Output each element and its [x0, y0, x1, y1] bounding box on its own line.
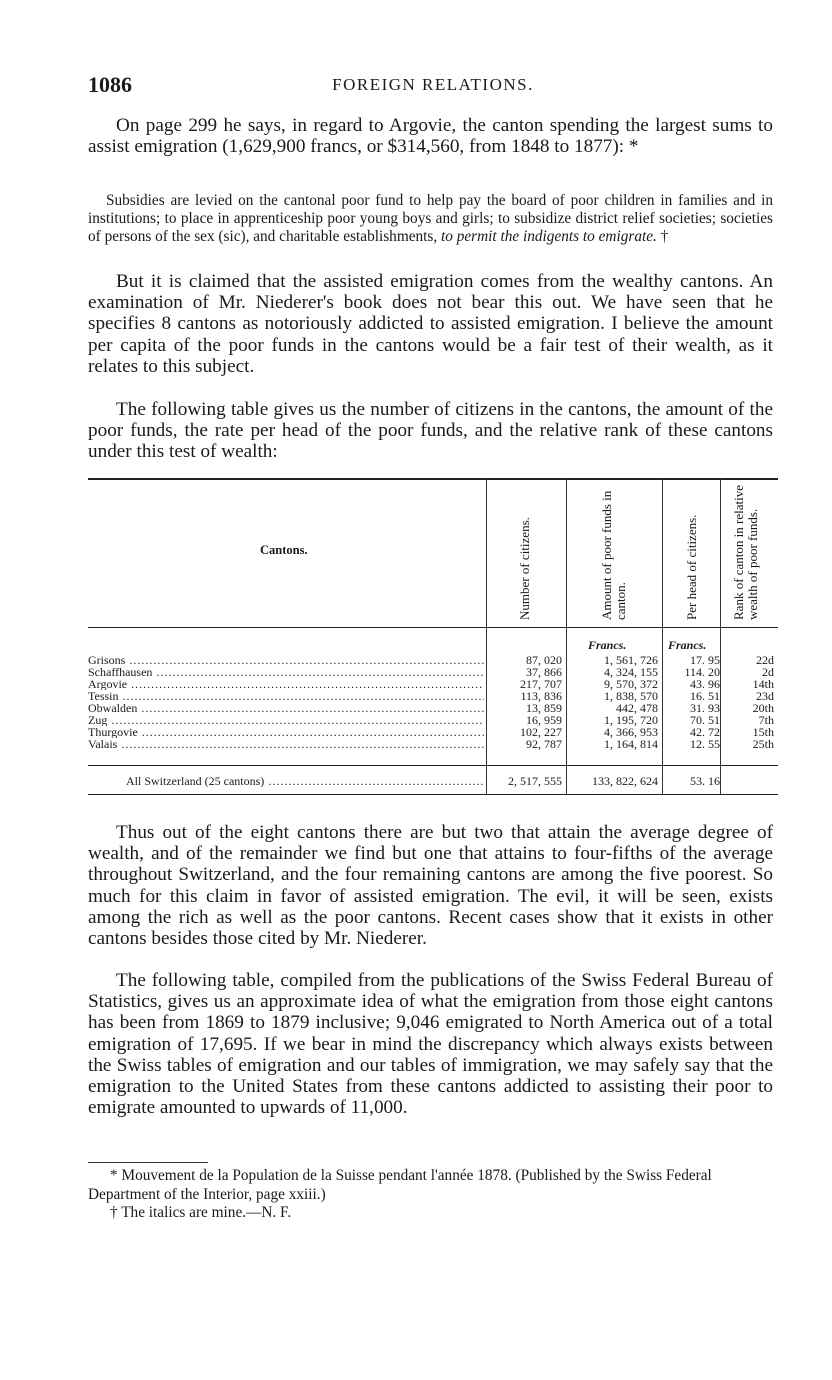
canton-name: Thurgovie ..... — [88, 726, 484, 738]
paragraph-table-intro: The following table gives us the number of citizens in the cantons, the amount of the poor funds, the rate per head of the poor funds, and the relative rank of these cantons under this test of wealth: — [88, 399, 773, 463]
footnotes — [88, 1162, 778, 1223]
canton-name: Valais ..... — [88, 738, 484, 750]
funds-cell: 1, 838, 570 — [604, 689, 658, 703]
citizens-cell: 102, 227 — [520, 725, 562, 739]
funds-cell: 4, 324, 155 — [604, 665, 658, 679]
table-row — [88, 738, 778, 750]
funds-cell: 1, 561, 726 — [604, 653, 658, 667]
quote-italic: to permit the indigents to emigrate. — [441, 228, 657, 245]
unit-francs: Francs. — [588, 638, 627, 652]
rank-cell: 23d — [756, 689, 774, 703]
citizens-cell: 217, 707 — [520, 677, 562, 691]
canton-name: Grisons ..... — [88, 654, 484, 666]
table-row — [88, 678, 778, 690]
per-head-cell: 16. 51 — [690, 689, 720, 703]
table-total-row — [88, 775, 778, 787]
rank-cell: 7th — [758, 713, 774, 727]
rank-cell: 25th — [752, 737, 774, 751]
funds-cell: 1, 195, 720 — [604, 713, 658, 727]
funds-cell: 4, 366, 953 — [604, 725, 658, 739]
per-head-cell: 43. 96 — [690, 677, 720, 691]
header-poor-funds: Amount of poor funds in canton. — [599, 490, 628, 620]
header-citizens: Number of citizens. — [517, 517, 532, 620]
rank-cell: 15th — [752, 725, 774, 739]
unit-francs: Francs. — [668, 638, 707, 652]
per-head-cell: 114. 20 — [684, 665, 720, 679]
total-per-head: 53. 16 — [690, 774, 720, 788]
citizens-cell: 13, 859 — [526, 701, 562, 715]
page-number: 1086 — [88, 72, 132, 97]
citizens-cell: 113, 836 — [520, 689, 562, 703]
rank-cell: 2d — [762, 665, 774, 679]
canton-name: Schaffhausen ..... — [88, 666, 484, 678]
per-head-cell: 12. 55 — [690, 737, 720, 751]
footnote-1: * Mouvement de la Population de la Suisse pendant l'année 1878. (Published by the Swiss Federal Department of the Interior, page xxiii.) — [88, 1167, 712, 1203]
canton-name: Obwalden ..... — [88, 702, 484, 714]
footnote-rule — [88, 1162, 208, 1163]
citizens-cell: 87, 020 — [526, 653, 562, 667]
canton-name: Argovie ..... — [88, 678, 484, 690]
table-row — [88, 690, 778, 702]
funds-cell: 9, 570, 372 — [604, 677, 658, 691]
poor-funds-table — [88, 478, 778, 804]
paragraph-emigration-stats: The following table, compiled from the publications of the Swiss Federal Bureau of Statistics, gives us an approximate idea of what the emigration from those eight cantons has been from 1869 to 1879 inclusive; 9,046 emigrated to North America out of a total emigration of 17,695. If we bear in mind the discrepancy which always exists between the Swiss tables of emigration and our tables of immigration, we may safely say that the emigration to the United States from these cantons addicted to assisting their poor to emigrate amounted to upwards of 11,000. — [88, 970, 773, 1119]
paragraph-wealthy-cantons: But it is claimed that the assisted emigration comes from the wealthy cantons. An examination of Mr. Niederer's book does not bear this out. We have seen that he specifies 8 cantons as notoriously addicted to assisted emigration. I believe the amount per capita of the poor funds in the cantons would be a fair test of their wealth, as it relates to this subject. — [88, 271, 773, 377]
total-funds: 133, 822, 624 — [592, 774, 658, 788]
citizens-cell: 16, 959 — [526, 713, 562, 727]
per-head-cell: 31. 93 — [690, 701, 720, 715]
total-label: All Switzerland (25 cantons) ..... — [126, 775, 484, 787]
funds-cell: 442, 478 — [616, 701, 658, 715]
per-head-cell: 70. 51 — [690, 713, 720, 727]
rank-cell: 22d — [756, 653, 774, 667]
header-bottom-rule — [88, 627, 778, 628]
paragraph-eight-cantons: Thus out of the eight cantons there are but two that attain the average degree of wealth, and of the remainder we find but one that attains to four-fifths of the average throughout Switzerland, and the four remaining cantons are among the five poorest. So much for this claim in favor of assisted emigration. The evil, it will be seen, exists among the rich as well as the poor cantons. Recent cases show that it exists in other cantons besides those cited by Mr. Niederer. — [88, 822, 773, 950]
footnote-2: † The italics are mine.—N. F. — [110, 1204, 292, 1221]
per-head-cell: 17. 95 — [690, 653, 720, 667]
citizens-cell: 37, 866 — [526, 665, 562, 679]
page-header — [88, 72, 778, 102]
table-top-rule — [88, 478, 778, 480]
header-rank: Rank of canton in relative wealth of poor funds. — [731, 484, 760, 620]
header-cantons: Cantons. — [260, 543, 308, 557]
block-quote — [88, 192, 773, 246]
table-bottom-rule — [88, 794, 778, 795]
table-row — [88, 726, 778, 738]
running-head: FOREIGN RELATIONS. — [332, 75, 534, 94]
table-row — [88, 654, 778, 666]
table-row — [88, 714, 778, 726]
table-row — [88, 666, 778, 678]
citizens-cell: 92, 787 — [526, 737, 562, 751]
paragraph-argovie: On page 299 he says, in regard to Argovie, the canton spending the largest sums to assist emigration (1,629,900 francs, or $314,560, from 1848 to 1877): * — [88, 115, 773, 158]
rank-cell: 20th — [752, 701, 774, 715]
funds-cell: 1, 164, 814 — [604, 737, 658, 751]
total-citizens: 2, 517, 555 — [508, 774, 562, 788]
canton-name: Zug ..... — [88, 714, 484, 726]
header-per-head: Per head of citizens. — [684, 514, 699, 620]
dagger-mark: † — [656, 228, 669, 245]
quote-text: Subsidies are levied on the cantonal poor fund to help pay the board of poor children in families and in institutions; to place in apprenticeship poor young boys and girls; to subsidize district relief societies; societies of persons of the sex (sic), and charitable establishments, — [88, 192, 773, 245]
rank-cell: 14th — [752, 677, 774, 691]
per-head-cell: 42. 72 — [690, 725, 720, 739]
canton-name: Tessin ..... — [88, 690, 484, 702]
table-row — [88, 702, 778, 714]
total-top-rule — [88, 765, 778, 766]
